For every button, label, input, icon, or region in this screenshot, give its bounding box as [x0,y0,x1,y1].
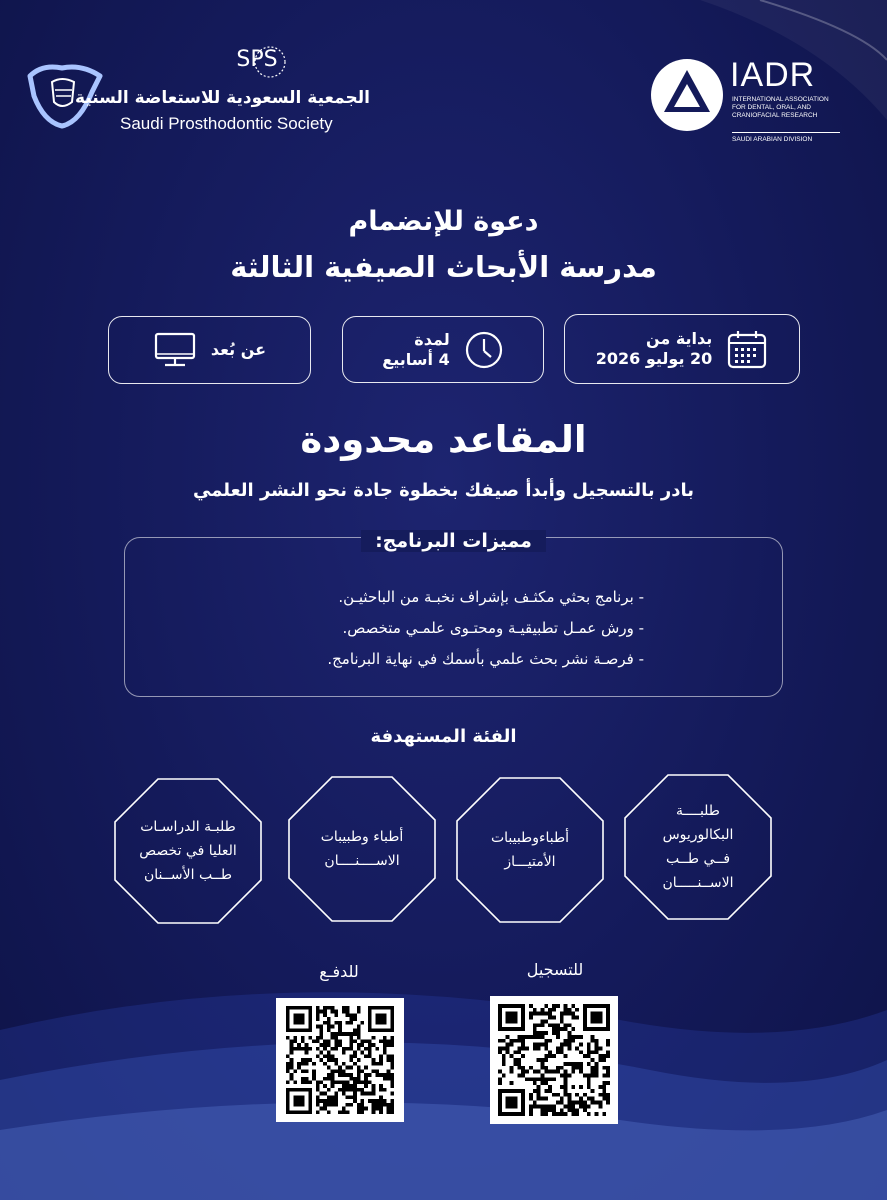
duration-text: لمدة 4 أسابيع [382,329,450,369]
start-date-text: بداية من 20 يوليو 2026 [595,329,713,368]
features-list [180,582,644,675]
list-item: - برنامج بحثي مكثـف بإشراف نخبـة من الباحثيـن. [338,588,644,606]
target-group-postgrad: طلبـة الدراسـات العليا في تخصص طــب الأســنان [114,778,262,924]
payment-qr-label: للدفـع [319,962,359,981]
register-qr-label: للتسجيل [526,960,584,979]
calendar-icon [726,328,768,370]
iadr-divider [732,132,840,133]
payment-qr-code[interactable] [276,998,404,1122]
sps-name-english: Saudi Prosthodontic Society [120,114,333,133]
duration-box [342,316,544,383]
start-date-box [564,314,800,384]
school-heading: مدرسة الأبحاث الصيفية الثالثة [230,250,657,284]
register-qr-code[interactable] [490,996,618,1124]
clock-icon [464,330,504,370]
register-call-text: بادر بالتسجيل وأبدأ صيفك بخطوة جادة نحو النشر العلمي [192,480,694,501]
qr-code-icon [498,1004,610,1116]
qr-code-icon [284,1006,396,1114]
iadr-division: SAUDI ARABIAN DIVISION [732,136,813,143]
features-title: مميزات البرنامج: [124,530,783,552]
list-item: - ورش عمـل تطبيقيـة ومحتـوى علمـي متخصص. [342,619,644,637]
invite-heading: دعوة للإنضمام [348,206,539,237]
sps-monogram [222,40,292,86]
svg-text:SPS: SPS [236,47,278,72]
target-group-undergrad: طلبــــة البكالوريوس فــي طــب الاســنـــــان [624,774,772,920]
list-item: - فرصـة نشر بحث علمي بأسمك في نهاية البرنامج. [327,650,644,668]
remote-text: عن بُعد [210,340,267,359]
limited-seats-heading: المقاعد محدودة [300,418,587,461]
target-audience-heading: الفئة المستهدفة [370,726,517,747]
sps-logo [22,40,382,140]
remote-box [108,316,311,384]
iadr-title: IADR [730,56,816,94]
monitor-icon [153,330,197,370]
iadr-emblem-icon [650,58,724,132]
iadr-subtitle: INTERNATIONAL ASSOCIATION FOR DENTAL, ORAL, AND CRANIOFACIAL RESEARCH [732,96,829,119]
target-group-dentists: أطباء وطبيبات الاســــنــــان [288,776,436,922]
iadr-logo [650,58,850,158]
target-group-interns: أطباءوطبيبات الأمتيـــاز [456,777,604,923]
sps-name-arabic: الجمعية السعودية للاستعاضة السنية [74,88,370,108]
